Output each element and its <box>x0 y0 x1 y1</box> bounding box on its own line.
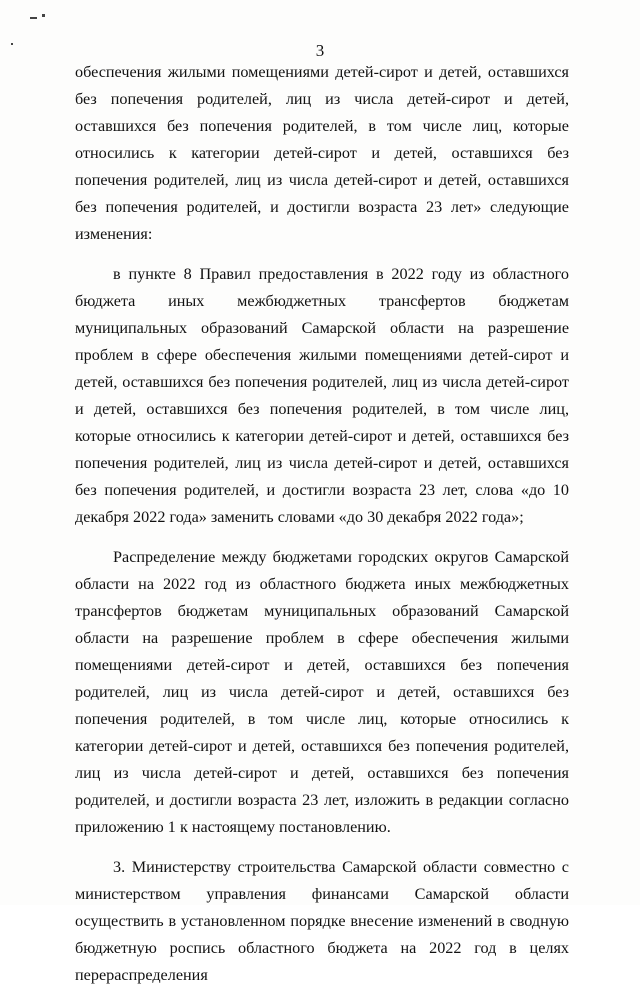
scan-speck <box>42 14 45 17</box>
paragraph-distribution: Распределение между бюджетами городских округов Самарской области на 2022 год из областного бюджета иных межбюджетных трансфертов бюджетам муниципальных образований Самарской области на разрешение проблем в сфере обеспечения жилыми помещениями детей-сирот и детей, оставшихся без попечения родителей, лиц из числа детей-сирот и детей, оставшихся без попечения родителей, в том числе лиц, которые относились к категории детей-сирот и детей, оставшихся без попечения родителей, лиц из числа детей-сирот и детей, оставшихся без попечения родителей, и достигли возраста 23 лет, изложить в редакции согласно приложению 1 к настоящему постановлению. <box>75 548 569 836</box>
scan-speck <box>30 17 37 19</box>
paragraph-point-8-amendment: в пункте 8 Правил предоставления в 2022 году из областного бюджета иных межбюджетных трансфертов бюджетам муниципальных образований Самарской области на разрешение проблем в сфере обеспечения жилыми помещениями детей-сирот и детей, оставшихся без попечения родителей, лиц из числа детей-сирот и детей, оставшихся без попечения родителей, в том числе лиц, которые относились к категории детей-сирот и детей, оставшихся без попечения родителей, лиц из числа детей-сирот и детей, оставшихся без попечения родителей, и достигли возраста 23 лет, слова «до 10 декабря 2022 года» заменить словами «до 30 декабря 2022 года»; <box>75 265 569 526</box>
paragraph-continuation: обеспечения жилыми помещениями детей-сирот и детей, оставшихся без попечения родителей, лиц из числа детей-сирот и детей, оставшихся без попечения родителей, в том числе лиц, которые относились к категории детей-сирот и детей, оставшихся без попечения родителей, лиц из числа детей-сирот и детей, оставшихся без попечения родителей, и достигли возраста 23 лет» следующие изменения: <box>75 63 569 243</box>
paragraph-item-3: 3. Министерству строительства Самарской области совместно с министерством управления финансами Самарской области осуществить в установленном порядке внесение изменений в сводную бюджетную роспись областного бюджета на 2022 год в целях перераспределения <box>75 858 569 984</box>
document-body <box>75 59 569 989</box>
page-number: 3 <box>315 41 325 60</box>
